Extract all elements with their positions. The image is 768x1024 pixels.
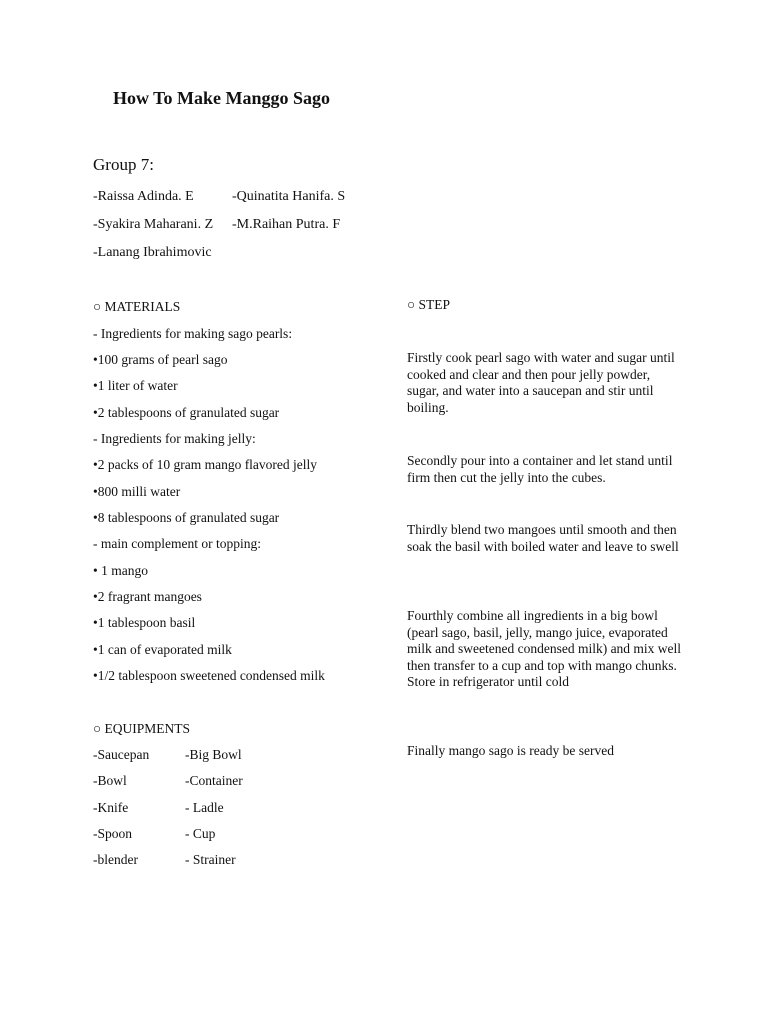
materials-line: •1 liter of water [93,378,178,393]
equipment-item: -Big Bowl [185,747,242,762]
step-heading: ○ STEP [407,297,451,312]
step-paragraph: Secondly pour into a container and let stand until firm then cut the jelly into the cubes. [407,453,673,485]
materials-line: •1 tablespoon basil [93,615,196,630]
materials-line: - Ingredients for making sago pearls: [93,326,293,341]
member-name: -M.Raihan Putra. F [232,217,341,232]
materials-heading: ○ MATERIALS [93,299,181,314]
member-name: -Syakira Maharani. Z [93,217,214,232]
materials-line: •2 fragrant mangoes [93,589,202,604]
member-name: -Lanang Ibrahimovic [93,245,212,260]
materials-line: •800 milli water [93,484,181,499]
member-name: -Raissa Adinda. E [93,189,194,204]
equipments-heading: ○ EQUIPMENTS [93,721,191,736]
equipment-item: - Cup [185,826,216,841]
equipment-item: -Saucepan [93,747,150,762]
materials-line: • 1 mango [93,563,148,578]
materials-line: •1 can of evaporated milk [93,642,232,657]
equipment-item: -Bowl [93,773,127,788]
equipment-item: -Container [185,773,243,788]
equipment-item: -Knife [93,800,129,815]
equipment-item: - Ladle [185,800,224,815]
materials-line: •2 packs of 10 gram mango flavored jelly [93,457,318,472]
step-paragraph: Fourthly combine all ingredients in a big bowl (pearl sago, basil, jelly, mango juice, evaporated milk and sweetened condensed milk) and mix well then transfer to a cup and top with mango chunks. Store in refrigerator until cold [407,608,682,689]
step-paragraph: Firstly cook pearl sago with water and sugar until cooked and clear and then pour jelly powder, sugar, and water into a saucepan and stir until boiling. [407,350,675,415]
page-title: How To Make Manggo Sago [113,88,331,108]
step-paragraph: Finally mango sago is ready be served [407,743,614,758]
materials-line: •100 grams of pearl sago [93,352,228,367]
member-name: -Quinatita Hanifa. S [232,189,346,204]
equipment-item: -Spoon [93,826,133,841]
equipment-item: -blender [93,852,138,867]
materials-line: •1/2 tablespoon sweetened condensed milk [93,668,325,683]
materials-line: •2 tablespoons of granulated sugar [93,405,280,420]
materials-line: - main complement or topping: [93,536,261,551]
materials-line: - Ingredients for making jelly: [93,431,256,446]
materials-line: •8 tablespoons of granulated sugar [93,510,280,525]
step-paragraph: Thirdly blend two mangoes until smooth and then soak the basil with boiled water and leave to swell [407,522,679,554]
equipment-item: - Strainer [185,852,236,867]
group-heading: Group 7: [93,155,154,174]
